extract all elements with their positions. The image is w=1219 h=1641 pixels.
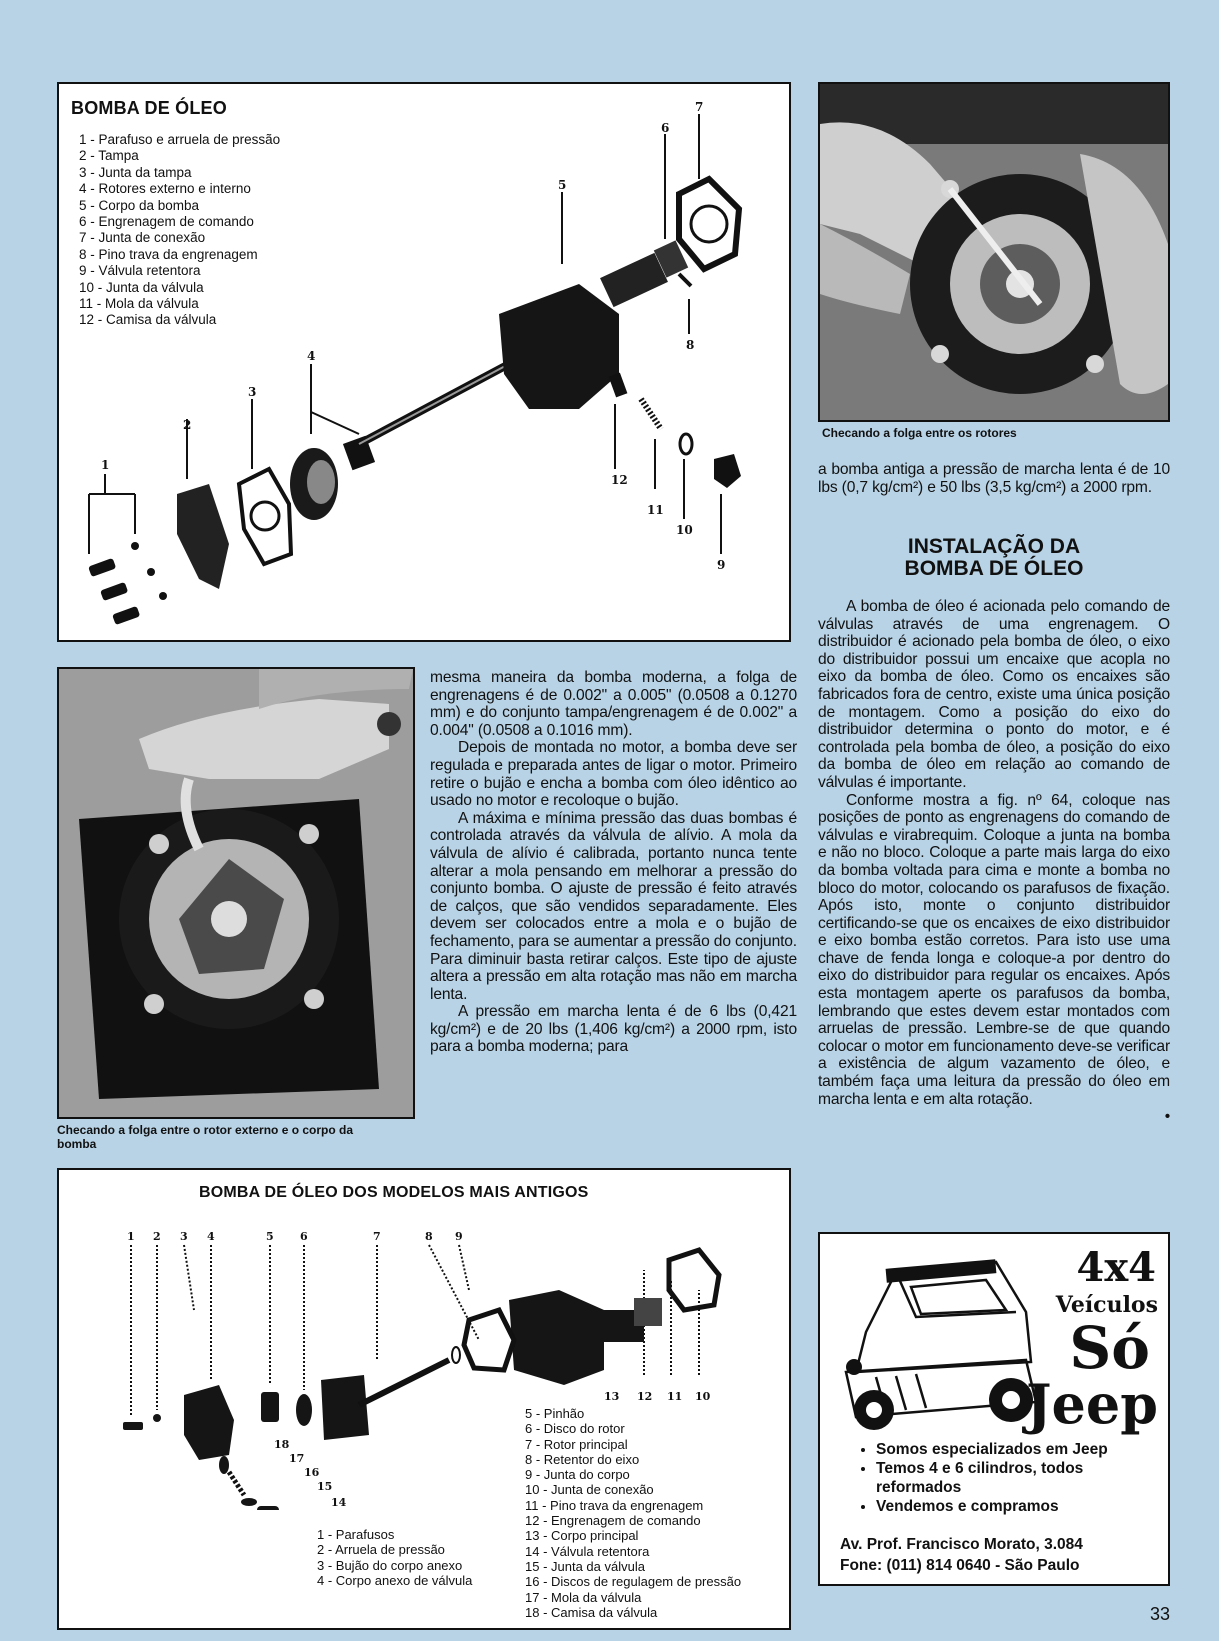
legend-item: 3 - Bujão do corpo anexo — [317, 1557, 463, 1573]
section-heading — [818, 536, 1170, 580]
legend-item: 12 - Engrenagem de comando — [525, 1513, 701, 1529]
slogan-so: Só — [1069, 1314, 1150, 1382]
paragraph: mesma maneira da bomba moderna, a folga de engrenagens é de 0.002" a 0.005" (0.0508 a 0.1270 mm) e do conjunto tampa/engrenagem é de 0.002" a 0.004" (0.0508 a 0.1016 mm). — [430, 669, 797, 739]
callout-12: 12 — [637, 1390, 653, 1403]
heading-line: BOMBA DE ÓLEO — [904, 557, 1084, 580]
paragraph: Depois de montada no motor, a bomba deve ser regulada e preparada antes de ligar o motor. Primeiro retire o bujão e encha a bomba com óleo idêntico ao usado no motor e recoloque o bujão. — [430, 739, 797, 810]
legend-item: 4 - Corpo anexo de válvula — [317, 1572, 473, 1588]
legend-item: 10 - Junta da válvula — [79, 279, 204, 295]
legend-item: 18 - Camisa da válvula — [525, 1604, 658, 1620]
figure-title: BOMBA DE ÓLEO — [71, 98, 227, 118]
callout-8: 8 — [686, 338, 695, 352]
photo-caption: Checando a folga entre o rotor externo e o corpo da bomba — [57, 1123, 354, 1151]
paragraph: a bomba antiga a pressão de marcha lenta é de 10 lbs (0,7 kg/cm²) e 50 lbs (3,5 kg/cm²) a 2000 rpm. — [818, 461, 1170, 496]
right-text-top — [818, 461, 1170, 496]
legend-item: 16 - Discos de regulagem de pressão — [525, 1574, 742, 1590]
callout-16: 16 — [304, 1466, 320, 1479]
figure2-legend-left — [317, 1527, 472, 1588]
jeep-illustration — [826, 1242, 1046, 1442]
callout-4: 4 — [207, 1230, 215, 1243]
legend-item: 11 - Pino trava da engrenagem — [525, 1497, 704, 1513]
ad-bullets — [858, 1440, 1166, 1516]
figure-older-pump — [57, 1168, 791, 1630]
callout-14: 14 — [331, 1496, 347, 1509]
callout-9: 9 — [717, 558, 726, 572]
legend-item: 15 - Junta da válvula — [525, 1558, 645, 1574]
legend-item: 17 - Mola da válvula — [525, 1589, 642, 1605]
legend-item: 5 - Corpo da bomba — [79, 197, 200, 213]
legend-item: 11 - Mola da válvula — [79, 296, 199, 312]
callout-10: 10 — [676, 523, 693, 537]
figure2-legend-right — [525, 1406, 741, 1620]
ad-bullet: • Somos especializados em Jeep — [876, 1440, 1166, 1459]
legend-item: 9 - Junta do corpo — [525, 1467, 630, 1483]
figure-title: BOMBA DE ÓLEO DOS MODELOS MAIS ANTIGOS — [199, 1184, 589, 1201]
legend-item: 5 - Pinhão — [525, 1406, 585, 1421]
callout-1: 1 — [101, 458, 110, 472]
legend-item: 2 - Tampa — [79, 148, 139, 164]
end-mark: • — [1164, 1108, 1170, 1126]
photo-rotor-clearance — [818, 82, 1170, 422]
callout-1: 1 — [127, 1230, 135, 1243]
callout-2: 2 — [153, 1230, 161, 1243]
callout-4: 4 — [307, 349, 316, 363]
brand-veiculos: Veículos — [1055, 1292, 1158, 1318]
right-text-column — [818, 598, 1170, 1126]
ad-phone: Fone: (011) 814 0640 - São Paulo — [840, 1557, 1080, 1574]
legend-item: 1 - Parafusos — [317, 1527, 395, 1542]
callout-7: 7 — [373, 1230, 381, 1243]
callout-7: 7 — [695, 100, 704, 114]
rotor-photo-image — [820, 84, 1168, 420]
callout-11: 11 — [667, 1390, 683, 1403]
legend-item: 3 - Junta da tampa — [79, 164, 192, 180]
legend-item: 6 - Engrenagem de comando — [79, 214, 254, 230]
legend-item: 8 - Pino trava da engrenagem — [79, 246, 258, 262]
page-number: 33 — [1150, 1604, 1171, 1624]
legend-item: 9 - Válvula retentora — [79, 263, 201, 279]
callout-2: 2 — [183, 418, 192, 432]
callout-8: 8 — [425, 1230, 433, 1243]
paragraph: A bomba de óleo é acionada pelo comando de válvulas através de uma engrenagem. O distribuidor é acionado pela bomba de óleo, o eixo do distribuidor possui um encaixe que acopla no eixo da bomba de óleo. Como os encaixes são fabricados fora de centro, existe uma única posição de montagem. Como a posição do eixo do distribuidor determina o ponto do motor, e é controlada pela bomba de óleo, a posição do eixo da bomba de óleo em relação ao comando de válvulas é importante. — [818, 598, 1170, 791]
callout-6: 6 — [661, 121, 670, 135]
jeep-advertisement — [818, 1232, 1170, 1586]
callout-13: 13 — [604, 1390, 620, 1403]
outer-rotor-photo-image — [59, 669, 413, 1117]
legend-item: 1 - Parafuso e arruela de pressão — [79, 132, 281, 147]
legend-item: 13 - Corpo principal — [525, 1528, 639, 1544]
photo-caption: Checando a folga entre os rotores — [822, 426, 1017, 440]
photo-outer-rotor — [57, 667, 415, 1119]
callout-10: 10 — [695, 1390, 711, 1403]
exploded-pump-drawing — [59, 84, 789, 640]
legend-item: 14 - Válvula retentora — [525, 1543, 650, 1559]
legend-item: 7 - Rotor principal — [525, 1436, 628, 1452]
paragraph: Conforme mostra a fig. nº 64, coloque nas posições de ponto as engrenagens do comando de válvulas e virabrequim. Coloque a junta na bomba e não no bloco. Coloque a parte mais larga do eixo da bomba voltada para cima e monte a bomba no bloco do motor, colocando os parafusos de fixação. Após isto, monte o conjunto distribuidor certificando-se que os encaixes de eixo distribuidor e eixo bomba estão corretos. Para isto use uma chave de fenda longa e coloque-a por dentro do eixo do distribuidor para regular os encaixes. Após esta montagem aperte os parafusos da bomba, lembrando que estes devem estar montados com arruelas de pressão. Lembre-se de que quando colocar o motor em funcionamento deve-se verificar a existência de algum vazamento de óleo, e também faça uma leitura da pressão do óleo em marcha lenta e em alta rotação. — [818, 791, 1170, 1108]
callout-18: 18 — [274, 1438, 290, 1451]
callout-15: 15 — [317, 1480, 333, 1493]
figure-oil-pump — [57, 82, 791, 642]
paragraph: A pressão em marcha lenta é de 6 lbs (0,421 kg/cm²) e de 20 lbs (1,406 kg/cm²) a 2000 rpm, isto para a bomba moderna; para — [430, 1003, 797, 1056]
ad-bullet: • Vendemos e compramos — [876, 1497, 1166, 1516]
legend-item: 4 - Rotores externo e interno — [79, 181, 251, 197]
legend-item: 6 - Disco do rotor — [525, 1421, 625, 1437]
callout-9: 9 — [455, 1230, 463, 1243]
legend-item: 8 - Retentor do eixo — [525, 1451, 640, 1467]
legend-item: 10 - Junta de conexão — [525, 1482, 654, 1498]
callout-3: 3 — [180, 1230, 188, 1243]
heading-line: INSTALAÇÃO DA — [907, 535, 1081, 558]
brand-4x4: 4x4 — [1076, 1244, 1156, 1291]
middle-text-column — [430, 669, 797, 1056]
callout-5: 5 — [266, 1230, 274, 1243]
legend-item: 12 - Camisa da válvula — [79, 312, 217, 328]
callout-3: 3 — [248, 385, 257, 399]
ad-address: Av. Prof. Francisco Morato, 3.084 — [840, 1536, 1083, 1553]
callout-12: 12 — [611, 473, 628, 487]
legend-item: 7 - Junta de conexão — [79, 230, 206, 246]
slogan-jeep: Jeep — [1025, 1372, 1158, 1436]
callout-6: 6 — [300, 1230, 308, 1243]
paragraph: A máxima e mínima pressão das duas bombas é controlada através da válvula de alívio. A mola da válvula de alívio é calibrada, portanto nunca tente alterar a mola pensando em melhorar a pressão do conjunto bomba. O ajuste de pressão é feito através de calços, que são vendidos separadamente. Eles devem ser colocados entre a mola e o bujão de fechamento, para se aumentar a pressão do conjunto. Para diminuir basta retirar calços. Este tipo de ajuste altera a pressão em alta rotação mas não em marcha lenta. — [430, 809, 797, 1003]
legend-item: 2 - Arruela de pressão — [317, 1542, 445, 1558]
callout-11: 11 — [647, 503, 664, 517]
callout-5: 5 — [558, 178, 567, 192]
callout-17: 17 — [289, 1452, 305, 1465]
ad-bullet: • Temos 4 e 6 cilindros, todos reformados — [876, 1459, 1166, 1497]
